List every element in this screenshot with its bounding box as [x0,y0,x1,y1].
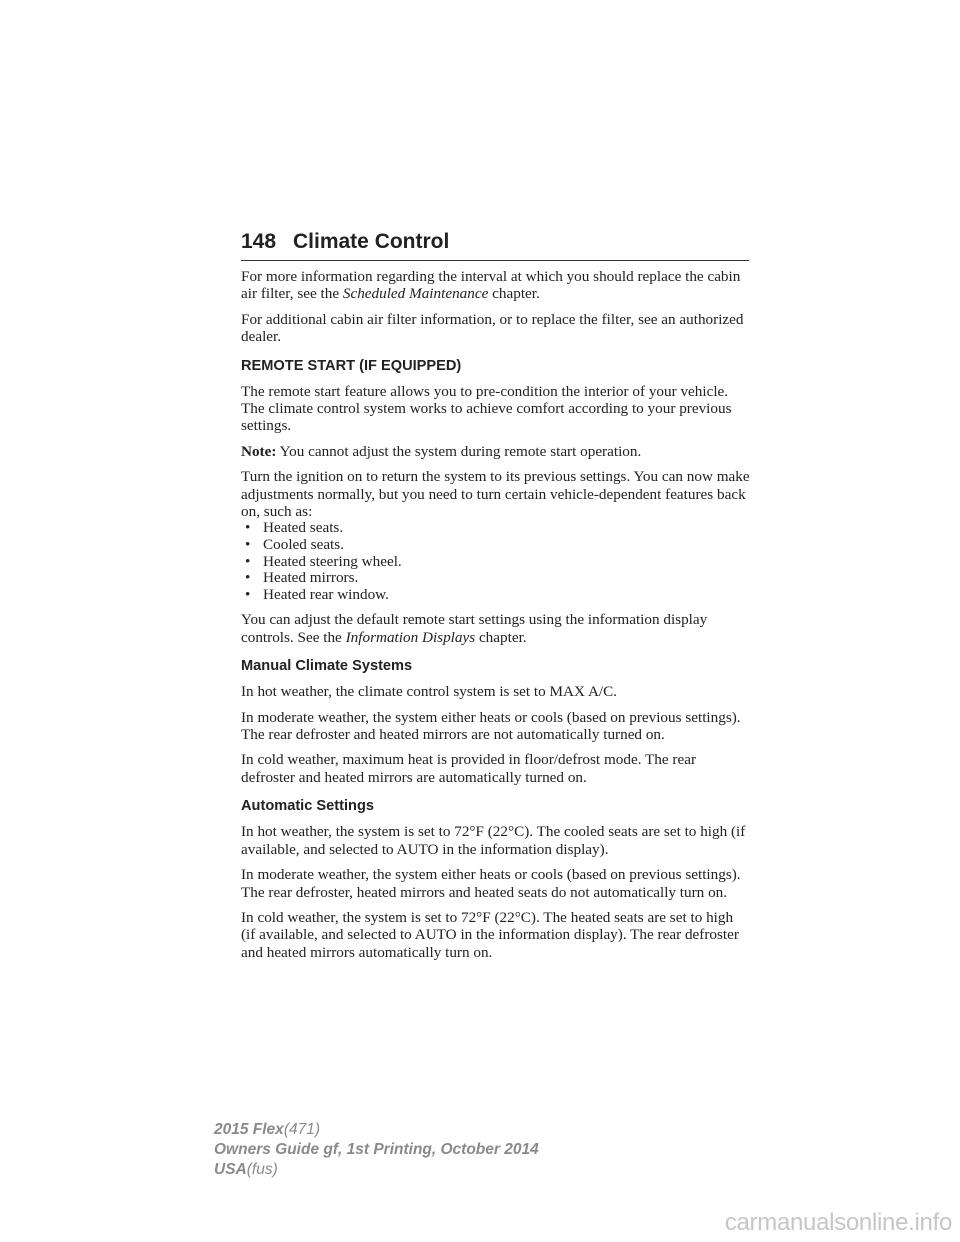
paragraph-ignition: Turn the ignition on to return the system to its previous settings. You can now make adjustments normally, but you need to turn certain vehicle-dependent features back on, such as: [241,468,750,521]
page-footer [214,1120,539,1180]
page-number: 148 [241,230,277,253]
note [241,443,751,460]
page-header [241,230,749,261]
paragraph-manual-moderate: In moderate weather, the system either heats or cools (based on previous settings). The rear defroster and heated mirrors are not automatically turned on. [241,708,741,744]
page-content [241,268,751,969]
paragraph-cabin-filter-interval: For more information regarding the interval at which you should replace the cabin air filter, see the Scheduled Maintenance chapter. [241,268,741,303]
footer-line-region: USA(fus) [214,1161,278,1178]
list-item: • Heated rear window. [245,585,389,603]
chapter-reference: Information Displays [345,628,476,646]
feature-list [241,520,751,603]
bullet-icon: • [245,536,251,554]
chapter-title: Climate Control [293,230,450,253]
list-item: • Cooled seats. [245,536,344,554]
note-text: You cannot adjust the system during remote start operation. [276,442,642,460]
paragraph-auto-cold: In cold weather, the system is set to 72°F (22°C). The heated seats are set to high (if available, and selected to AUTO in the information display). The rear defroster and heated mirrors automatically turn on. [241,908,739,961]
paragraph-cabin-filter-dealer: For additional cabin air filter information, or to replace the filter, see an authorized dealer. [241,310,744,346]
footer-line-edition: Owners Guide gf, 1st Printing, October 2014 [214,1141,539,1158]
paragraph-auto-hot: In hot weather, the system is set to 72°F (22°C). The cooled seats are set to high (if available, and selected to AUTO in the information display). [241,823,746,858]
bullet-icon: • [245,569,251,587]
paragraph-remote-start-intro: The remote start feature allows you to pre-condition the interior of your vehicle. The climate control system works to achieve comfort according to your previous settings. [241,382,732,435]
subheading-automatic-settings: Automatic Settings [241,798,374,815]
note-label: Note: [241,442,277,460]
bullet-icon: • [245,585,251,603]
watermark: carmanualsonline.info [724,1209,952,1236]
paragraph-manual-cold: In cold weather, maximum heat is provided in floor/defrost mode. The rear defroster and heated mirrors are automatically turned on. [241,751,697,786]
paragraph-manual-hot: In hot weather, the climate control system is set to MAX A/C. [241,683,618,701]
subheading-manual-climate: Manual Climate Systems [241,658,413,675]
footer-line-model: 2015 Flex(471) [214,1121,320,1138]
paragraph-default-settings: You can adjust the default remote start settings using the information display controls. See the Information Displays chapter. [241,611,708,646]
list-item: • Heated steering wheel. [245,552,402,570]
bullet-icon: • [245,552,251,570]
section-heading-remote-start: REMOTE START (IF EQUIPPED) [241,357,462,374]
list-item: • Heated seats. [245,519,344,537]
bullet-icon: • [245,519,251,537]
list-item: • Heated mirrors. [245,569,359,587]
paragraph-auto-moderate: In moderate weather, the system either heats or cools (based on previous settings). The rear defroster, heated mirrors and heated seats do not automatically turn on. [241,866,741,901]
chapter-reference: Scheduled Maintenance [342,285,489,303]
